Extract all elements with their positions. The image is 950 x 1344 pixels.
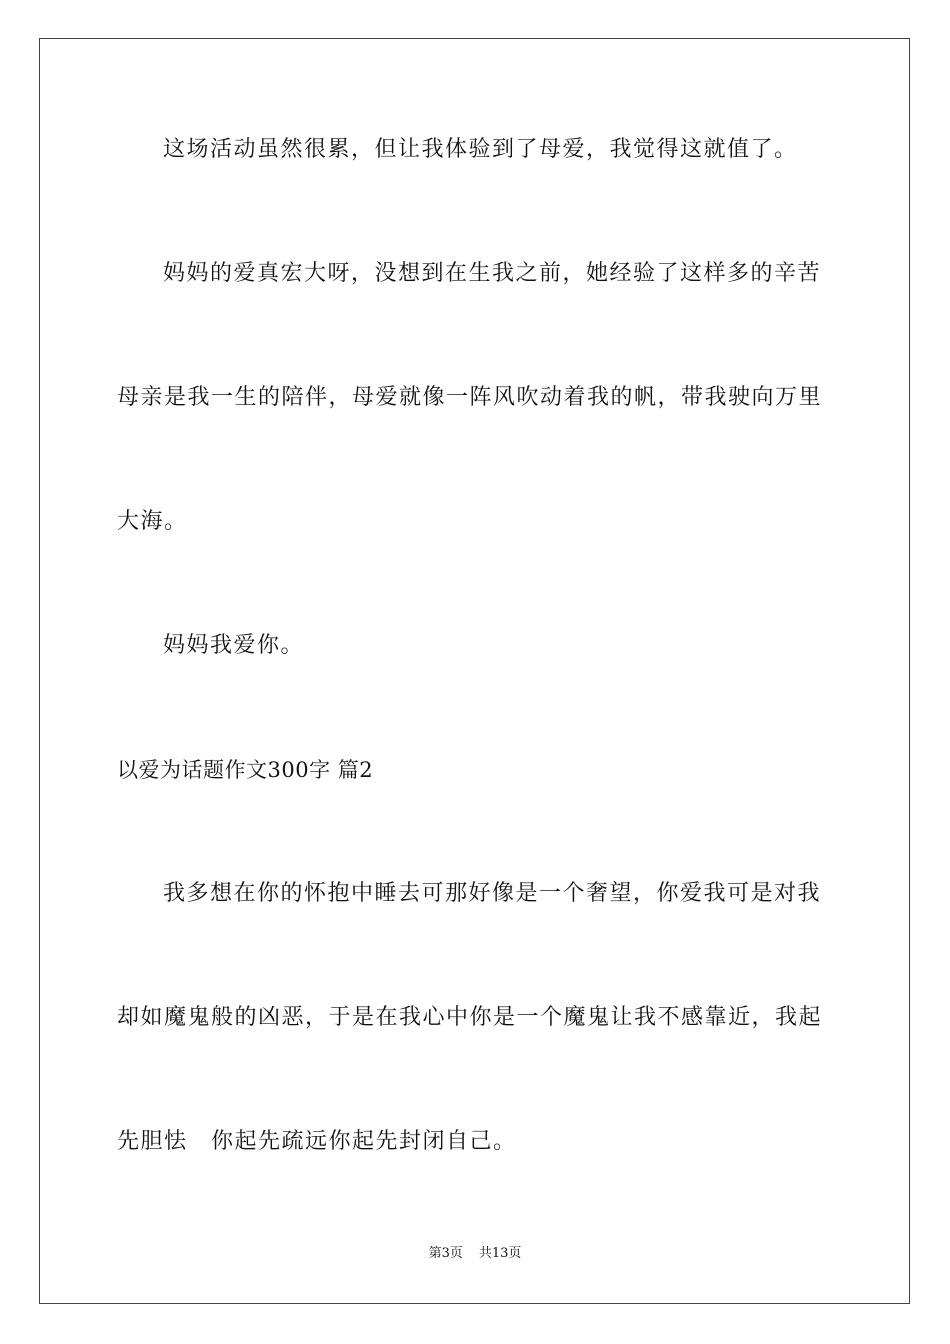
paragraph-line-3: 母亲是我一生的陪伴，母爱就像一阵风吹动着我的帆，带我驶向万里 — [117, 385, 823, 410]
paragraph-line-2: 妈妈的爱真宏大呀，没想到在生我之前，她经验了这样多的辛苦 — [163, 261, 822, 286]
page-number-current: 第3页 — [428, 1246, 463, 1261]
page-number-total: 共13页 — [478, 1246, 522, 1261]
section-heading: 以爱为话题作文300字 篇2 — [117, 758, 374, 782]
paragraph-line-6: 我多想在你的怀抱中睡去可那好像是一个奢望，你爱我可是对我 — [163, 881, 822, 906]
paragraph-line-8: 先胆怯 你起先疏远你起先封闭自己。 — [117, 1129, 517, 1154]
page-border — [39, 38, 910, 1304]
paragraph-line-1: 这场活动虽然很累，但让我体验到了母爱，我觉得这就值了。 — [163, 137, 798, 162]
page-footer — [0, 1245, 950, 1263]
paragraph-line-5: 妈妈我爱你。 — [163, 633, 305, 658]
paragraph-line-7: 却如魔鬼般的凶恶，于是在我心中你是一个魔鬼让我不感靠近，我起 — [117, 1005, 823, 1030]
paragraph-line-4: 大海。 — [117, 509, 188, 534]
